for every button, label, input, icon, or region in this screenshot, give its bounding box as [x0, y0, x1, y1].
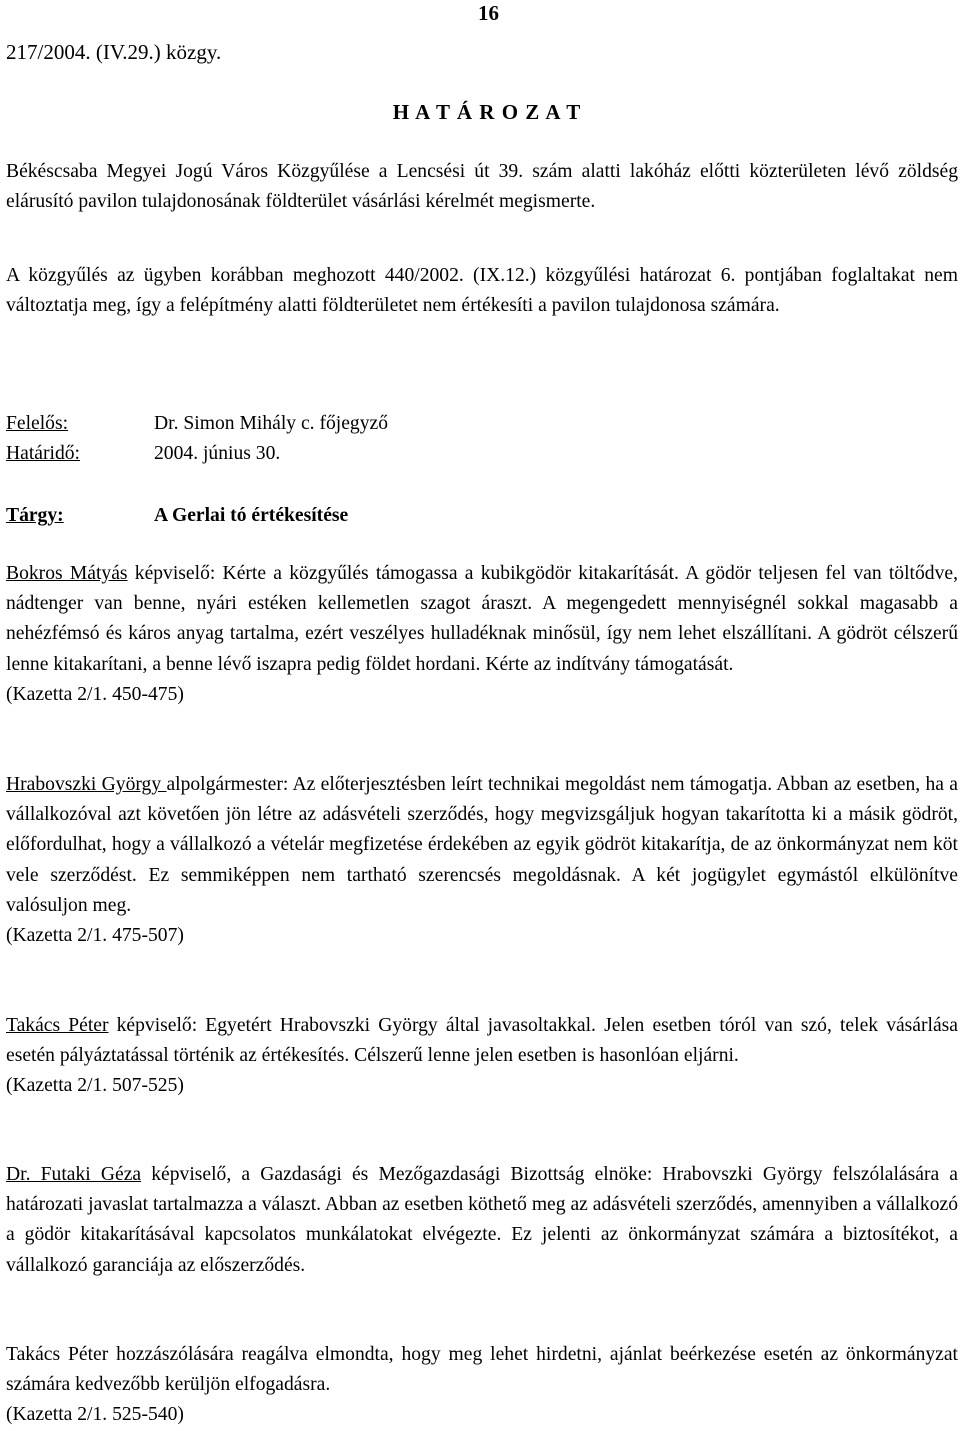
resolution-paragraph-2: A közgyűlés az ügyben korábban meghozott 440/2002. (IX.12.) közgyűlési határozat 6. pontjában foglaltakat nem változtatja meg, így a felépítmény alatti földterületet nem értékesíti a pavilon tulajdonosa számára.: [6, 265, 958, 317]
closing-tape: (Kazetta 2/1. 525-540): [6, 1404, 184, 1426]
responsible-row: [6, 409, 389, 439]
subject-row: [6, 501, 349, 531]
speech-4-speaker: Dr. Futaki Géza: [6, 1164, 142, 1185]
speech-3-tape: (Kazetta 2/1. 507-525): [6, 1075, 184, 1097]
speech-2-tape: (Kazetta 2/1. 475-507): [6, 925, 184, 947]
page-number: 16: [478, 1, 499, 25]
speech-2: [6, 770, 958, 951]
responsible-value: Dr. Simon Mihály c. főjegyző: [154, 413, 389, 434]
deadline-label: Határidő:: [6, 443, 80, 464]
speech-3-speaker: Takács Péter: [6, 1015, 109, 1036]
speech-3: [6, 1011, 958, 1102]
speech-1-speaker: Bokros Mátyás: [6, 563, 128, 584]
speech-2-speaker: Hrabovszki György: [6, 774, 167, 795]
subject-value: A Gerlai tó értékesítése: [154, 505, 349, 526]
deadline-value: 2004. június 30.: [154, 443, 281, 464]
deadline-row: [6, 439, 281, 469]
resolution-heading: H A T Á R O Z A T: [392, 100, 582, 124]
speech-1-text: képviselő: Kérte a közgyűlés támogassa a kubikgödör kitakarítását. A gödör teljesen fel van töltődve, nádtenger van benne, nyári estéken kellemetlen szagot áraszt. A megengedett mennyiségnél sokkal magasabb a nehézfémsó és káros anyag tartalma, ezért veszélyes hulladéknak minősül, így nem lehet elszállítani. A gödröt célszerű lenne kitakarítani, a benne lévő iszapra pedig földet hordani. Kérte az indítvány támogatását.: [6, 563, 958, 675]
speech-4-text: képviselő, a Gazdasági és Mezőgazdasági Bizottság elnöke: Hrabovszki György felszólalására a határozati javaslat tartalmazza a választ. Abban az esetben köthető meg az adásvételi szerződés, amennyiben a vállalkozó a gödör kitakarításával kapcsolatos munkálatokat elvégezte. Ez jelenti az önkormányzat számára a biztosítékot, a vállalkozó garanciája az előszerződés.: [6, 1164, 959, 1276]
speech-4: [6, 1160, 958, 1281]
resolution-paragraph-1: Békéscsaba Megyei Jogú Város Közgyűlése a Lencsési út 39. szám alatti lakóház előtti közterületen lévő zöldség elárusító pavilon tulajdonosának földterület vásárlási kérelmét megismerte.: [6, 161, 958, 213]
responsible-label: Felelős:: [6, 413, 69, 434]
subject-label: Tárgy:: [6, 505, 64, 526]
speech-1: [6, 559, 958, 710]
speech-1-tape: (Kazetta 2/1. 450-475): [6, 683, 184, 705]
closing-paragraph: [6, 1340, 958, 1431]
closing-text: Takács Péter hozzászólására reagálva elmondta, hogy meg lehet hirdetni, ajánlat beérkezése esetén az önkormányzat számára kedvezőbb kerüljön elfogadásra.: [6, 1344, 958, 1396]
resolution-reference: 217/2004. (IV.29.) közgy.: [6, 40, 222, 64]
speech-3-text: képviselő: Egyetért Hrabovszki György által javasoltakkal. Jelen esetben tóról van szó, telek vásárlása esetén pályáztatással történik az értékesítés. Célszerű lenne jelen esetben is hasonlóan eljárni.: [6, 1015, 958, 1067]
speech-2-text: alpolgármester: Az előterjesztésben leírt technikai megoldást nem támogatja. Abban az esetben, ha a vállalkozóval azt követően jön létre az adásvételi szerződés, hogy megvizsgáljuk hogyan takarította ki a másik gödröt, előfordulhat, hogy a vállalkozó a vételár megfizetése érdekében az egyik gödröt kitakarítja, de az önkormányzat nem köt vele szerződést. Ez semmiképpen nem tartható szerencsés megoldásnak. A két jogügylet egymástól elkülönítve valósuljon meg.: [6, 774, 958, 916]
